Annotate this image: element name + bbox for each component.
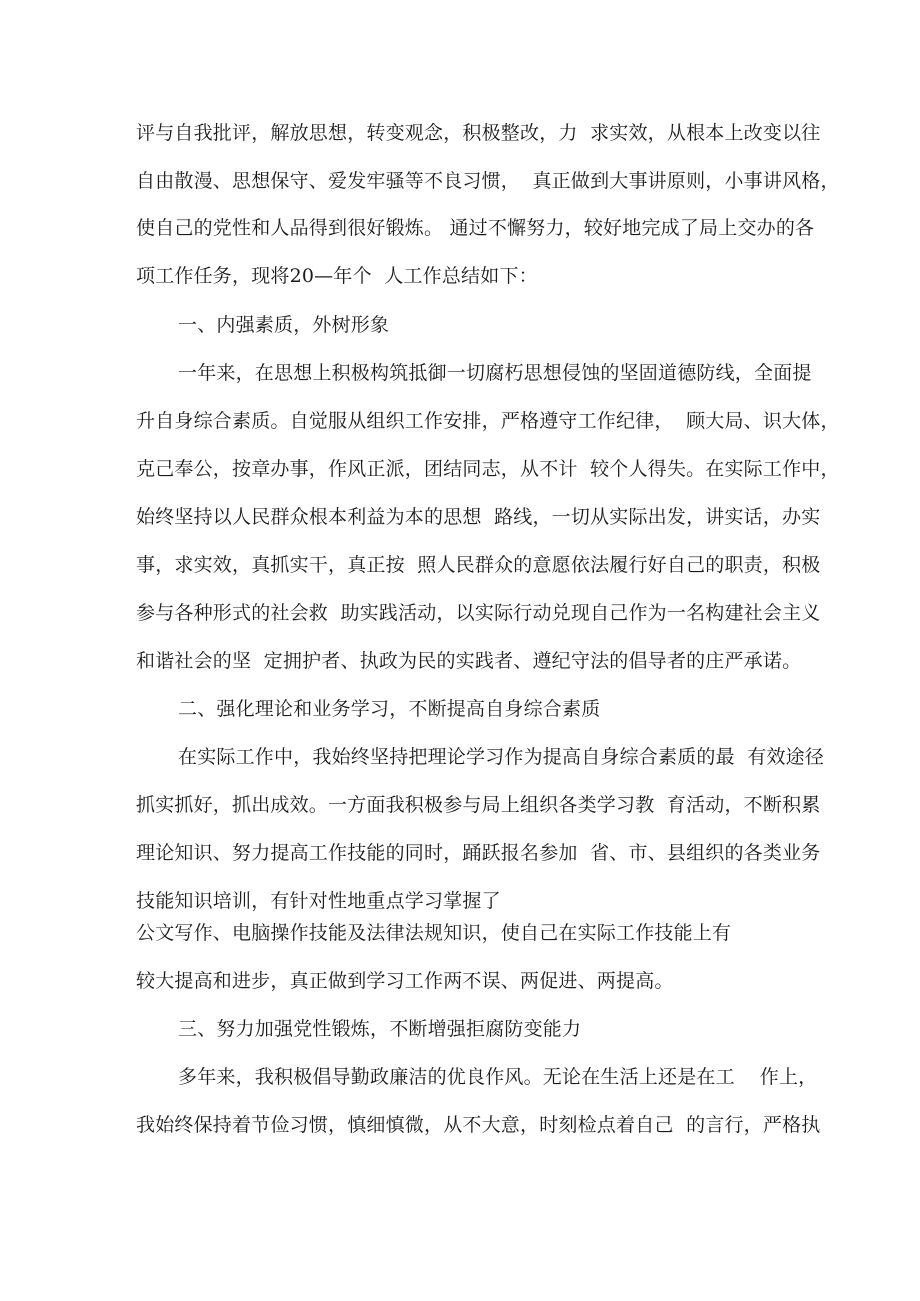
paragraph-line: 在实际工作中，我始终坚持把理论学习作为提高自身综合素质的最 有效途径: [178, 746, 825, 768]
paragraph-line: 一年来，在思想上积极构筑抵御一切腐朽思想侵蚀的坚固道德防线，全面提: [178, 362, 812, 384]
paragraph-line: 参与各种形式的社会救 助实践活动，以实际行动兑现自己作为一名构建社会主义: [136, 602, 821, 624]
paragraph-line: 公文写作、电脑操作技能及法律法规知识，使自己在实际工作技能上有: [136, 922, 732, 944]
paragraph-line: 评与自我批评，解放思想，转变观念，积极整改，力 求实效，从根本上改变以往: [136, 122, 821, 144]
paragraph-line: 升自身综合素质。自觉服从组织工作安排，严格遵守工作纪律， 顾大局、识大体，: [136, 410, 840, 432]
paragraph-line: 较大提高和进步，真正做到学习工作两不误、两促进、两提高。: [136, 970, 674, 992]
section-heading-3: 三、努力加强党性锻炼，不断增强拒腐防变能力: [178, 1018, 582, 1040]
paragraph-line: 和谐社会的坚 定拥护者、执政为民的实践者、遵纪守法的倡导者的庄严承诺。: [136, 650, 802, 672]
section-heading-2: 二、强化理论和业务学习，不断提高自身综合素质: [178, 698, 601, 720]
paragraph-line: 抓实抓好，抓出成效。一方面我积极参与局上组织各类学习教 育活动，不断积累: [136, 794, 821, 816]
paragraph-line: 始终坚持以人民群众根本利益为本的思想 路线，一切从实际出发，讲实话，办实: [136, 506, 821, 528]
paragraph-line: 使自己的党性和人品得到很好锻炼。 通过不懈努力，较好地完成了局上交办的各: [136, 217, 815, 239]
section-heading-1: 一、内强素质，外树形象: [178, 314, 390, 336]
paragraph-line: 自由散漫、思想保守、爱发牢骚等不良习惯， 真正做到大事讲原则，小事讲风格，: [136, 170, 840, 192]
paragraph-line: 技能知识培训，有针对性地重点学习掌握了: [136, 890, 501, 912]
paragraph-line: 项工作任务，现将20—年个 人工作总结如下：: [136, 265, 538, 287]
paragraph-line: 理论知识、努力提高工作技能的同时，踊跃报名参加 省、市、县组织的各类业务: [136, 842, 821, 864]
paragraph-line: 我始终保持着节俭习惯，慎细慎微，从不大意，时刻检点着自己 的言行，严格执: [136, 1114, 821, 1136]
paragraph-line: 克己奉公，按章办事，作风正派，团结同志，从不计 较个人得失。在实际工作中，: [136, 458, 840, 480]
paragraph-line: 事，求实效，真抓实干，真正按 照人民群众的意愿依法履行好自己的职责，积极: [136, 554, 821, 576]
paragraph-line: 多年来，我积极倡导勤政廉洁的优良作风。无论在生活上还是在工 作上，: [178, 1066, 818, 1088]
